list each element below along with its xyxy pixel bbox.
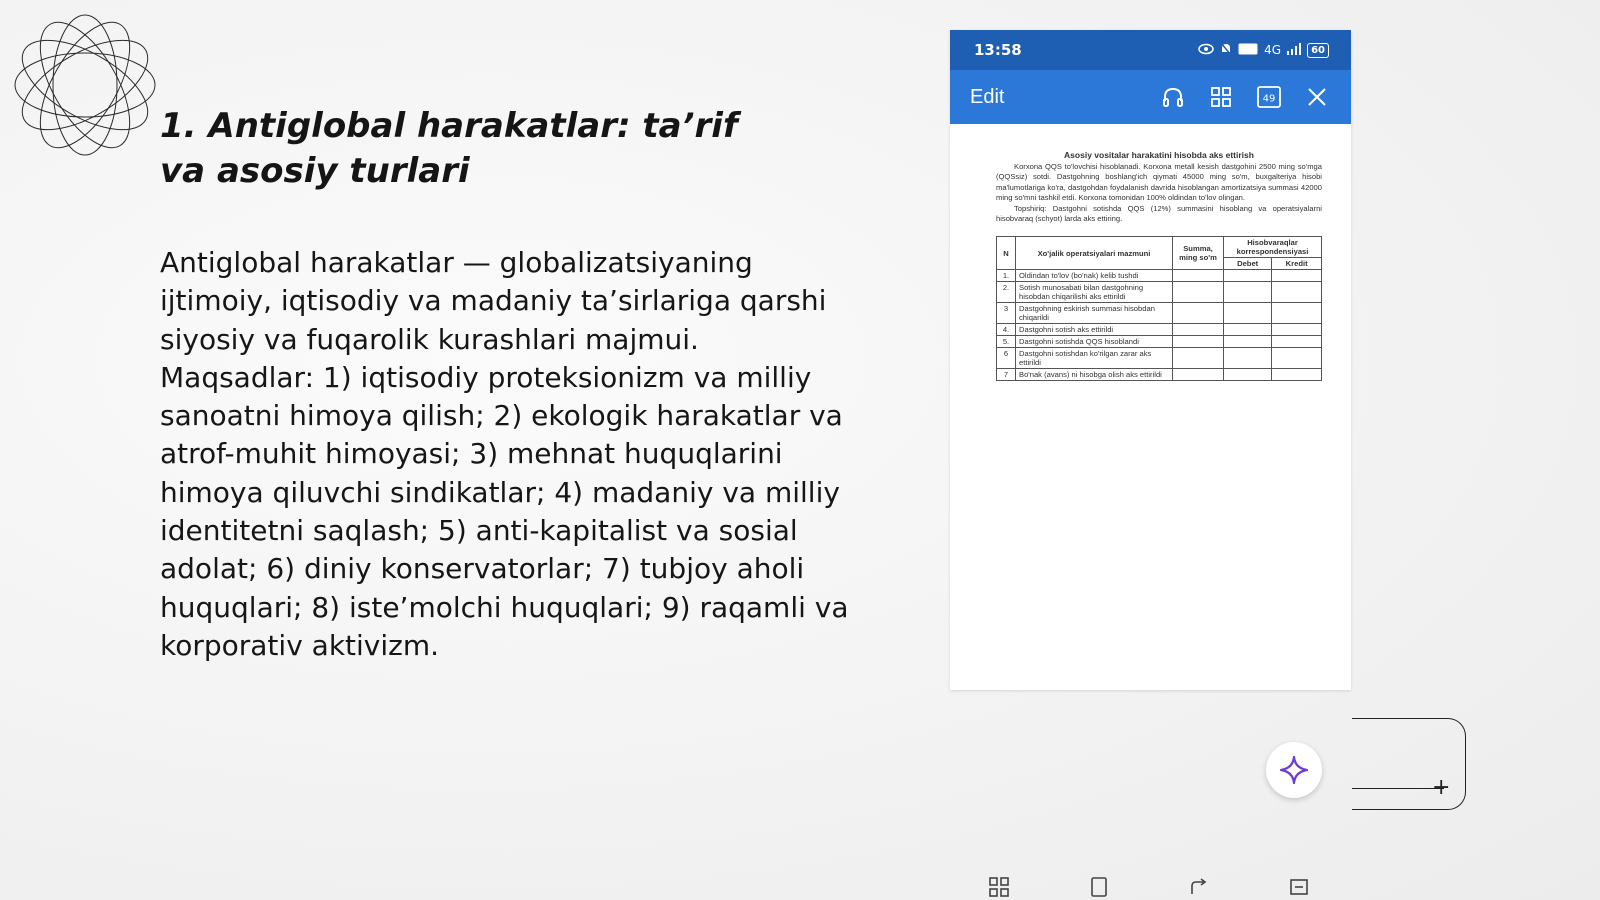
table-row (997, 336, 1322, 348)
header-credit: Kredit (1272, 258, 1322, 270)
row-text: Dastgohni sotishdan ko'rilgan zarar aks ettirildi (1016, 348, 1173, 369)
header-correspondence: Hisobvaraqlar korrespondensiyasi (1224, 237, 1322, 258)
row-number: 6 (997, 348, 1016, 369)
header-n: N (997, 237, 1016, 270)
row-credit (1272, 348, 1322, 369)
bottom-navigation (980, 872, 1330, 900)
eye-icon (1198, 43, 1214, 58)
document-page (996, 150, 1322, 650)
row-sum (1173, 270, 1224, 282)
status-time: 13:58 (974, 41, 1022, 59)
row-number: 5. (997, 336, 1016, 348)
edit-button[interactable]: Edit (970, 85, 1005, 108)
row-sum (1173, 369, 1224, 381)
geometric-logo-icon (10, 10, 160, 160)
header-sum: Summa, ming so'm (1173, 237, 1224, 270)
row-text: Dastgohning eskirish summasi hisobdan chiqarildi (1016, 303, 1173, 324)
row-number: 1. (997, 270, 1016, 282)
grid-icon[interactable] (1207, 83, 1235, 111)
page-count-icon[interactable] (1255, 83, 1283, 111)
header-debit: Debet (1224, 258, 1272, 270)
slide-body-text: Antiglobal harakatlar — globalizatsiyaning ijtimoiy, iqtisodiy va madaniy ta’sirlariga qarshi siyosiy va fuqarolik kurashlari majmui. Maqsadlar: 1) iqtisodiy proteksionizm va milliy sanoatni himoya qilish; 2) ekologik harakatlar va atrof-muhit himoyasi; 3) mehnat huquqlarini himoya qiluvchi sindikatlar; 4) madaniy va milliy identitetni saqlash; 5) anti-kapitalist va sosial adolat; 6) diniy konservatorlar; 7) tubjoy aholi huquqlari; 8) iste’molchi huquqlari; 9) raqamli va korporativ aktivizm. (160, 246, 849, 662)
headphones-icon[interactable] (1159, 83, 1187, 111)
table-row (997, 303, 1322, 324)
document-paragraph: Korxona QQS to'lovchisi hisoblanadi. Korxona metall kesish dastgohini 2500 ming so'mga (QQSsiz) sotdi. Dastgohning boshlang'ich qiymati 45000 ming so'm, buxgalteriya hisobi ma'lumotlariga ko'ra, dastgohdan foydalanish davrida hisoblangan amortizatsiya summasi 42000 ming so'mni tashkil etdi. Korxona tomonidan 100% oldindan to'lov olingan. (996, 162, 1322, 203)
row-text: Oldindan to'lov (bo'nak) kelib tushdi (1016, 270, 1173, 282)
table-row (997, 270, 1322, 282)
page-icon[interactable] (1088, 876, 1110, 898)
bell-muted-icon (1220, 42, 1232, 59)
row-debit (1224, 348, 1272, 369)
row-credit (1272, 303, 1322, 324)
row-number: 3 (997, 303, 1016, 324)
row-sum (1173, 303, 1224, 324)
close-icon[interactable] (1303, 83, 1331, 111)
side-panel-frame (1352, 718, 1466, 810)
row-debit (1224, 303, 1272, 324)
table-row (997, 324, 1322, 336)
slide-title: 1. Antiglobal harakatlar: ta’rif va asosiy turlari (160, 106, 738, 191)
side-panel-line (1352, 788, 1444, 789)
header-content: Xo'jalik operatsiyalari mazmuni (1016, 237, 1173, 270)
row-sum (1173, 336, 1224, 348)
phone-screenshot (950, 30, 1351, 690)
network-type: 4G (1264, 43, 1282, 57)
status-icons (1198, 42, 1329, 59)
volte-icon (1238, 43, 1258, 58)
row-number: 2. (997, 282, 1016, 303)
row-number: 4. (997, 324, 1016, 336)
document-toolbar (950, 70, 1351, 124)
row-credit (1272, 282, 1322, 303)
document-title: Asosiy vositalar harakatini hisobda aks ettirish (1064, 150, 1254, 160)
row-text: Dastgohni sotishda QQS hisoblandi (1016, 336, 1173, 348)
page-count-label: 49 (1262, 93, 1276, 105)
export-icon[interactable] (1288, 876, 1310, 898)
document-task: Topshiriq: Dastgohni sotishda QQS (12%) summasini hisoblang va operatsiyalarni hisobvaraq (schyot) larda aks ettiring. (996, 203, 1322, 224)
row-credit (1272, 270, 1322, 282)
operations-table (996, 236, 1322, 381)
row-credit (1272, 336, 1322, 348)
table-row (997, 282, 1322, 303)
ai-assist-button[interactable] (1266, 742, 1322, 798)
row-credit (1272, 369, 1322, 381)
row-text: Dastgohni sotish aks ettirildi (1016, 324, 1173, 336)
row-text: Bo'nak (avans) ni hisobga olish aks ettirildi (1016, 369, 1173, 381)
row-sum (1173, 348, 1224, 369)
signal-icon (1287, 43, 1301, 58)
battery-indicator: 60 (1307, 43, 1329, 58)
row-debit (1224, 336, 1272, 348)
row-credit (1272, 324, 1322, 336)
plus-icon[interactable]: + (1432, 775, 1451, 800)
sparkle-icon (1279, 755, 1309, 785)
row-debit (1224, 369, 1272, 381)
table-row (997, 369, 1322, 381)
table-row (997, 348, 1322, 369)
row-text: Sotish munosabati bilan dastgohning hisobdan chiqarilishi aks ettirildi (1016, 282, 1173, 303)
row-debit (1224, 270, 1272, 282)
row-debit (1224, 324, 1272, 336)
row-sum (1173, 282, 1224, 303)
row-debit (1224, 282, 1272, 303)
row-sum (1173, 324, 1224, 336)
grid-icon[interactable] (988, 876, 1010, 898)
status-bar (950, 30, 1351, 70)
row-number: 7 (997, 369, 1016, 381)
rotate-icon[interactable] (1188, 876, 1210, 898)
